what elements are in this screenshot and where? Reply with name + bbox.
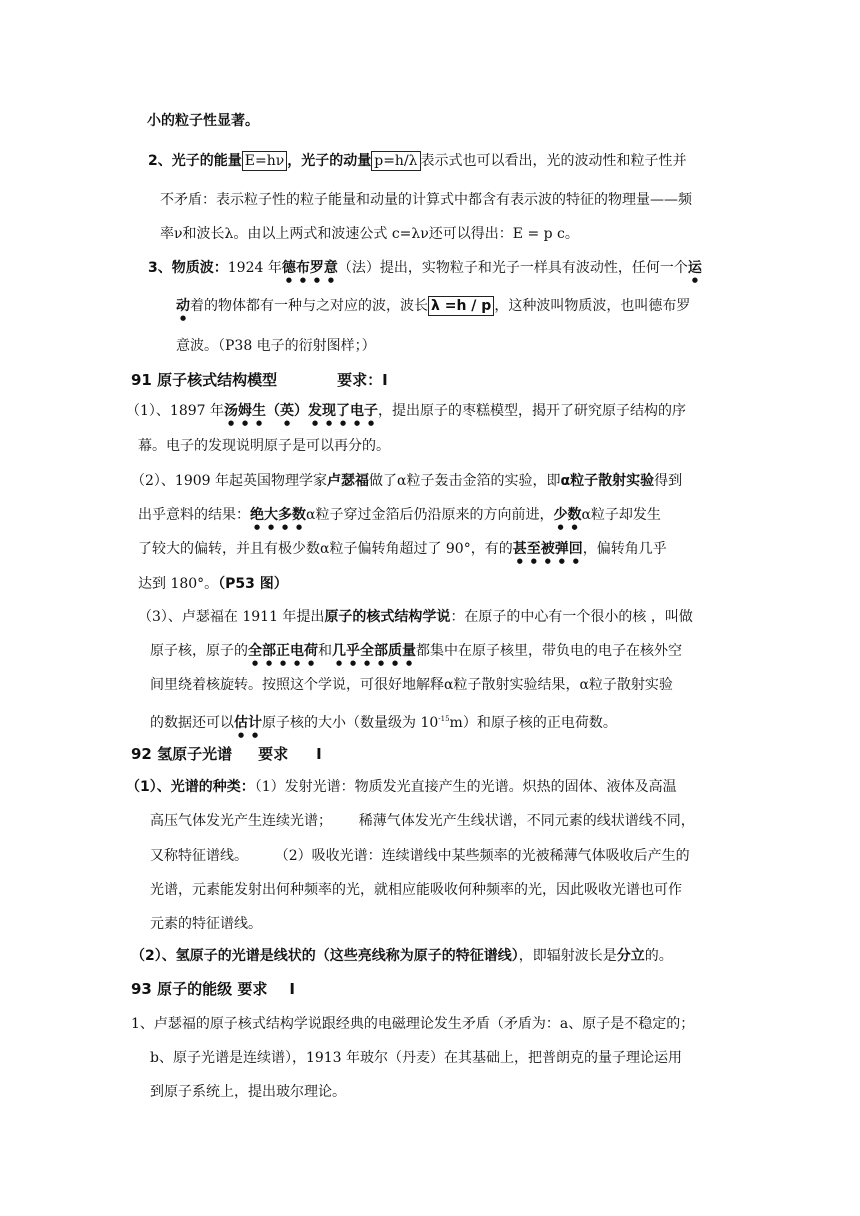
para-91-2	[131, 471, 682, 491]
section-title: 92 氢原子光谱	[131, 745, 233, 763]
text-line: 高压气体发光产生连续光谱； 稀薄气体发光产生线状谱，不同元素的线状谱线不同，	[150, 813, 695, 829]
text-line: 1、卢瑟福的原子核式结构学说跟经典的电磁理论发生矛盾（矛盾为：a、原子是不稳定的；	[131, 1016, 695, 1032]
section-title: 91 原子核式结构模型	[131, 371, 278, 389]
requirement-level: Ⅰ	[289, 980, 295, 998]
text-span: 做了α粒子轰击金箔的实验，即	[369, 473, 561, 489]
energy-formula-box: E=hν	[242, 151, 287, 171]
emphasis-text: 少数	[553, 507, 582, 523]
para-92-1	[126, 777, 677, 797]
text-line: 到原子系统上，提出玻尔理论。	[150, 1084, 346, 1100]
emphasis-text: 几乎全部质量	[332, 643, 416, 659]
para-91-2-line-3	[138, 539, 667, 565]
text-span: 和	[318, 643, 332, 659]
emphasis-text: 绝大多数	[250, 507, 306, 523]
text-line: 又称特征谱线。 （2）吸收光谱：连续谱线中某些频率的光被稀薄气体吸收后产生的	[150, 848, 690, 864]
text-span: ，即辐射波长是	[518, 948, 617, 964]
matter-wave-line	[148, 258, 702, 284]
wavelength-formula-box: λ =h / p	[428, 296, 494, 316]
item-label: 2、光子的能量	[148, 153, 242, 169]
text-span: （2）、1909 年起英国物理学家	[131, 473, 327, 489]
momentum-label: ，光子的动量	[287, 153, 372, 169]
text-line: b、原子光谱是连续谱），1913 年玻尔（丹麦）在其基础上，把普朗克的量子理论运用	[150, 1050, 683, 1066]
text-span: ，提出原子的枣糕模型，揭开了研究原子结构的序	[378, 403, 686, 419]
text-span: 原子核，原子的	[150, 643, 248, 659]
item-label: 3、物质波：	[148, 260, 228, 276]
text-span: 表示式也可以看出，光的波动性和粒子性并	[420, 153, 687, 169]
text-span: 达到 180°。	[138, 576, 219, 592]
text-span: （法）提出，实物粒子和光子一样具有波动性，任何一个	[337, 260, 688, 276]
text-line: 率ν和波长λ。由以上两式和波速公式 c=λν还可以得出：E = p c。	[160, 226, 579, 242]
text-span: 的。	[644, 948, 673, 964]
emphasis-text: 运	[687, 260, 702, 276]
text-span: α粒子穿过金箔后仍沿原来的方向前进，	[306, 507, 554, 523]
text-line: 幕。电子的发现说明原子是可以再分的。	[138, 438, 390, 454]
matter-wave-line-2	[176, 296, 690, 322]
section-heading-93	[131, 979, 295, 999]
bold-text: 卢瑟福	[327, 473, 369, 489]
para-92-2	[131, 946, 673, 966]
requirement-label: 要求	[258, 745, 289, 763]
bold-text: α粒子散射实验	[560, 473, 655, 489]
emphasis-text: 估计	[234, 715, 262, 731]
bold-text: （1）、光谱的种类：	[126, 779, 255, 795]
text-span: （1）、1897 年	[126, 403, 224, 419]
emphasis-text: 甚至被弹回	[512, 541, 583, 557]
emphasis-text: 汤姆生（英）发现了电子	[224, 403, 378, 419]
text-span: （1）发射光谱：物质发光直接产生的光谱。炽热的固体、液体及高温	[254, 779, 677, 795]
requirement-level: Ⅰ	[316, 745, 322, 763]
text-span: α粒子却发生	[581, 507, 661, 523]
momentum-formula-box: p=h/λ	[371, 151, 420, 171]
section-heading-92	[131, 744, 322, 764]
text-span: ，这种波叫物质波，也叫德布罗	[494, 298, 691, 314]
emphasis-text: 全部正电荷	[248, 643, 318, 659]
text-span: 出乎意料的结果：	[138, 507, 250, 523]
emphasis-text: 德布罗意	[281, 260, 338, 276]
text-line: 元素的特征谱线。	[150, 916, 262, 932]
para-91-2-line-4	[138, 574, 288, 594]
emphasis-text: 动	[176, 298, 190, 314]
bold-text: 分立	[616, 948, 645, 964]
text-span: 得到	[654, 473, 683, 489]
bold-text: 原子的核式结构学说	[324, 609, 451, 625]
text-span: 了较大的偏转，并且有极少数α粒子偏转角超过了 90°，有的	[138, 541, 513, 557]
text-span: （3）、卢瑟福在 1911 年提出	[138, 609, 325, 625]
para-91-1	[126, 401, 686, 427]
text-line: 光谱，元素能发射出何种频率的光，就相应能吸收何种频率的光，因此吸收光谱也可作	[150, 882, 682, 898]
photon-energy-line	[148, 151, 687, 171]
requirement-label: 要求：Ⅰ	[337, 371, 388, 389]
para-91-2-line-2	[138, 505, 661, 531]
text-span: m）和原子核的正电荷数。	[449, 715, 617, 731]
text-span: 着的物体都有一种与之对应的波，波长	[190, 298, 428, 314]
para-91-3-line-2	[150, 641, 682, 667]
text-span: ：在原子的中心有一个很小的核 ，叫做	[450, 609, 693, 625]
text-span: 都集中在原子核里，带负电的电子在核外空	[416, 643, 682, 659]
para-91-3-line-4	[150, 709, 617, 739]
section-heading-91	[131, 370, 388, 390]
text-span: 1924 年	[227, 260, 282, 276]
section-title: 93 原子的能级 要求	[131, 980, 268, 998]
text-span: 原子核的大小（数量级为 10	[262, 715, 439, 731]
figure-reference: （P53 图）	[218, 576, 288, 592]
text-line: 不矛盾：表示粒子性的粒子能量和动量的计算式中都含有表示波的特征的物理量——频	[160, 192, 692, 208]
superscript: -15	[438, 715, 450, 723]
paragraph-tail: 小的粒子性显著。	[147, 113, 259, 129]
bold-text: （2）、氢原子的光谱是线状的（这些亮线称为原子的特征谱线）	[131, 948, 519, 964]
text-span: ，偏转角几乎	[582, 541, 667, 557]
text-line: 意波。（P38 电子的衍射图样；）	[176, 338, 376, 354]
text-span: 的数据还可以	[150, 715, 234, 731]
text-line: 间里绕着核旋转。按照这个学说，可很好地解释α粒子散射实验结果，α粒子散射实验	[150, 677, 673, 693]
para-91-3	[138, 607, 693, 627]
